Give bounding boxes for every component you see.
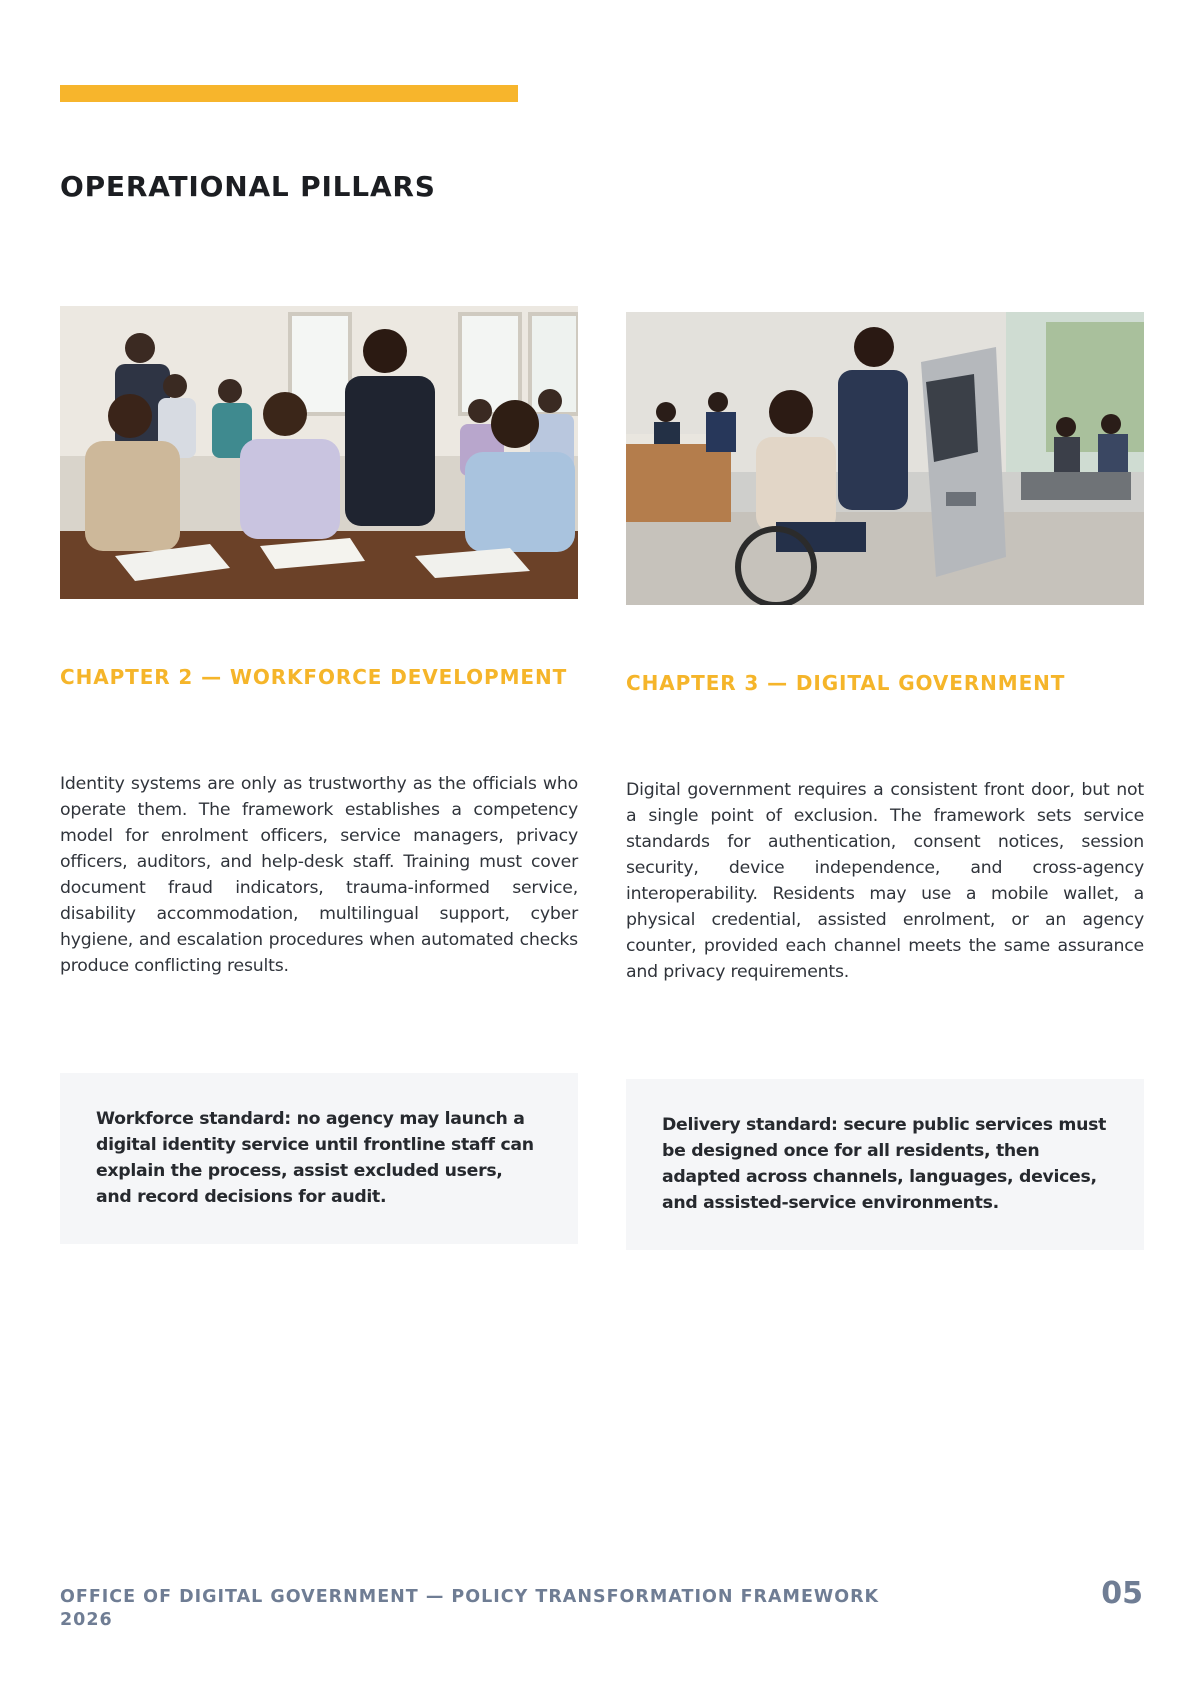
callout-text: Delivery standard: secure public services must be designed once for all residents, then adapted across channels, languages, devices, and assisted-service environments.: [662, 1115, 1107, 1213]
service-center-illustration: [626, 312, 1144, 605]
digital-kiosk-photo: [626, 312, 1144, 605]
chapter-body-text: Identity systems are only as trustworthy as the officials who operate them. The framework establishes a competency model for enrolment officers, service managers, privacy officers, auditors, and help-desk staff. Training must cover document fraud indicators, trauma-informed service, disability accommodation, multilingual support, cyber hygiene, and escalation procedures when automated checks produce conflicting results.: [60, 774, 578, 976]
chapter-heading: CHAPTER 2 — WORKFORCE DEVELOPMENT: [60, 665, 568, 689]
chapter-column-digital-government: [626, 312, 1144, 985]
header-accent-bar: [60, 85, 518, 102]
chapter-column-workforce: [60, 306, 578, 979]
chapter-heading: CHAPTER 3 — DIGITAL GOVERNMENT: [626, 671, 1066, 695]
page-number: 05: [1101, 1576, 1143, 1611]
page-title: OPERATIONAL PILLARS: [60, 170, 436, 203]
training-room-illustration: [60, 306, 578, 599]
callout-text: Workforce standard: no agency may launch a digital identity service until frontline staff can explain the process, assist excluded users, and record decisions for audit.: [96, 1109, 534, 1207]
workforce-training-photo: [60, 306, 578, 599]
chapter-body-text: Digital government requires a consistent front door, but not a single point of exclusion. The framework sets service standards for authentication, consent notices, session security, device independence, and cross-agency interoperability. Residents may use a mobile wallet, a physical credential, assisted enrolment, or an agency counter, provided each channel meets the same assurance and privacy requirements.: [626, 780, 1144, 982]
delivery-standard-callout: [626, 1079, 1144, 1250]
workforce-standard-callout: [60, 1073, 578, 1244]
footer-publication-title: OFFICE OF DIGITAL GOVERNMENT — POLICY TRANSFORMATION FRAMEWORK 2026: [60, 1587, 880, 1630]
